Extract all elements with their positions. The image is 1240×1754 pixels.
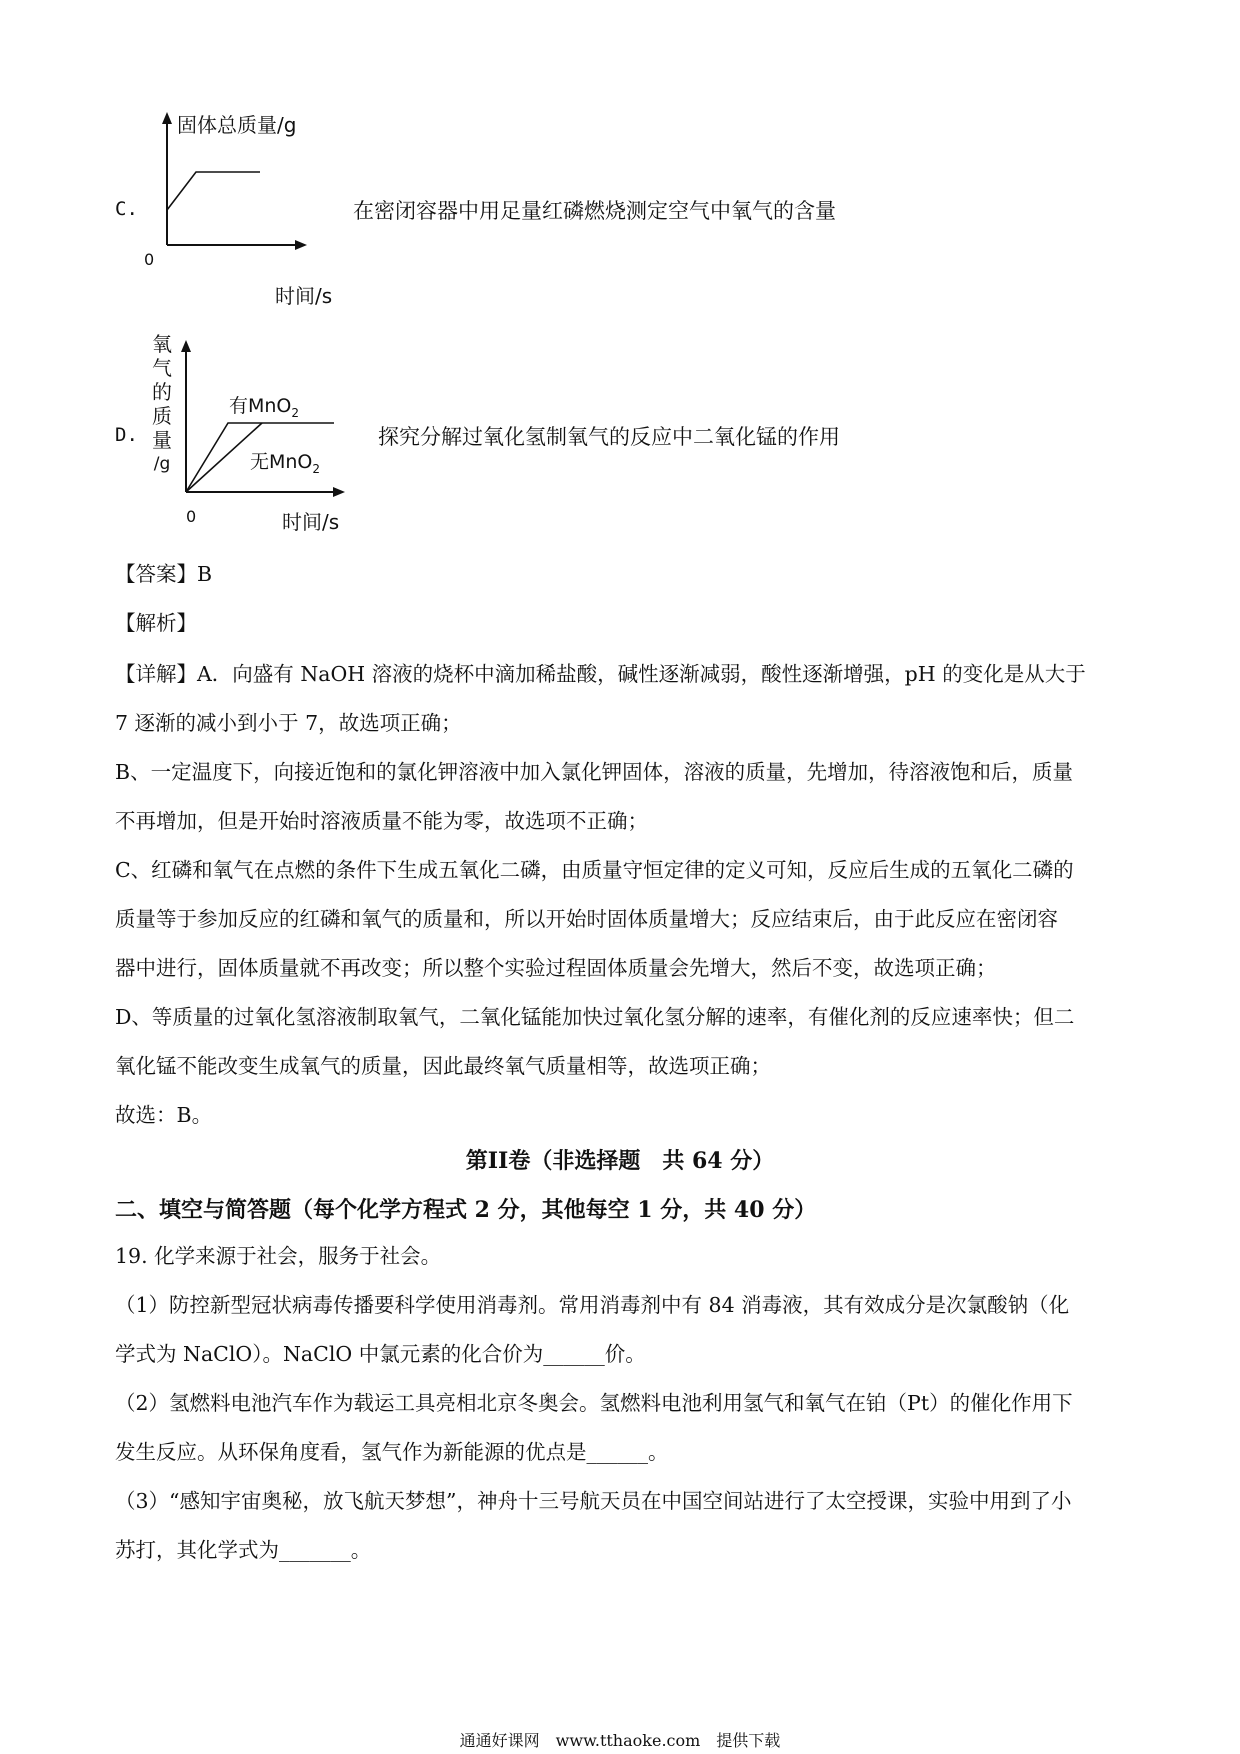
option-d-ylabel <box>150 332 174 476</box>
ylabel-char: /g <box>153 454 171 474</box>
q19-line: 19. 化学来源于社会，服务于社会。 <box>115 1244 442 1268</box>
analysis-tag: 【解析】 <box>115 611 197 635</box>
answer-tag: 【答案】 <box>115 562 197 586</box>
ylabel-char: 的 <box>152 380 172 404</box>
option-c-line <box>167 172 260 210</box>
q19-line: （2）氢燃料电池汽车作为载运工具亮相北京冬奥会。氢燃料电池利用氢气和氧气在铂（Pt）的催化作用下 <box>115 1391 1073 1415</box>
section-heading: 二、填空与简答题（每个化学方程式 2 分，其他每空 1 分，共 40 分） <box>115 1197 817 1223</box>
detail-paragraph <box>115 650 1130 1140</box>
answer-line <box>115 557 212 587</box>
detail-line: D、等质量的过氧化氢溶液制取氧气，二氧化锰能加快过氧化氢分解的速率，有催化剂的反应速率快；但二 <box>115 1005 1075 1029</box>
option-d-xlabel: 时间/s <box>282 510 340 534</box>
option-d-chart <box>176 334 376 538</box>
detail-line: 氧化锰不能改变生成氧气的质量，因此最终氧气质量相等，故选项正确； <box>115 1054 771 1078</box>
question-19 <box>115 1232 1130 1575</box>
q19-line: （3）“感知宇宙奥秘，放飞航天梦想”，神舟十三号航天员在中国空间站进行了太空授课，实验中用到了小 <box>115 1489 1072 1513</box>
q19-line: 苏打，其化学式为_______。 <box>115 1538 372 1562</box>
x-axis-arrow-icon <box>333 487 345 497</box>
svg-text:有MnO2 <box>229 395 299 420</box>
ylabel-char: 气 <box>152 356 172 380</box>
ylabel-char: 氧 <box>152 332 172 356</box>
series-with-subscript: 2 <box>291 406 300 420</box>
detail-line: 7 逐渐的减小到小于 7，故选项正确； <box>115 711 462 735</box>
option-d-description: 探究分解过氧化氢制氧气的反应中二氧化锰的作用 <box>378 425 840 449</box>
ylabel-char: 量 <box>152 428 172 452</box>
option-c-chart <box>140 108 340 282</box>
option-c-label: C. <box>115 198 138 220</box>
series-with-label: 有MnO <box>229 395 292 417</box>
detail-line: 故选：B。 <box>115 1103 213 1127</box>
detail-line: C、红磷和氧气在点燃的条件下生成五氧化二磷，由质量守恒定律的定义可知，反应后生成的五氧化二磷的 <box>115 858 1074 882</box>
q19-line: 学式为 NaClO）。NaClO 中氯元素的化合价为______价。 <box>115 1342 646 1366</box>
detail-line: 质量等于参加反应的红磷和氧气的质量和，所以开始时固体质量增大；反应结束后，由于此反应在密闭容 <box>115 907 1058 931</box>
series-without-label: 无MnO <box>250 451 313 473</box>
q19-line: 发生反应。从环保角度看，氢气作为新能源的优点是______。 <box>115 1440 669 1464</box>
detail-line: 不再增加，但是开始时溶液质量不能为零，故选项不正确； <box>115 809 648 833</box>
section-title: 第II卷（非选择题 共 64 分） <box>465 1148 775 1174</box>
series-without-subscript: 2 <box>312 462 321 476</box>
answer-value: B <box>197 562 213 586</box>
option-c-xlabel: 时间/s <box>275 284 333 308</box>
detail-line: 【详解】A．向盛有 NaOH 溶液的烧杯中滴加稀盐酸，碱性逐渐减弱，酸性逐渐增强，pH 的变化是从大于 <box>115 662 1086 686</box>
detail-line: 器中进行，固体质量就不再改变；所以整个实验过程固体质量会先增大，然后不变，故选项正确； <box>115 956 997 980</box>
svg-text:无MnO2 <box>250 451 320 476</box>
option-c-origin: 0 <box>144 250 155 269</box>
footer-text: 通通好课网 www.tthaoke.com 提供下载 <box>459 1731 781 1750</box>
option-d-origin: 0 <box>186 507 197 526</box>
option-c-description: 在密闭容器中用足量红磷燃烧测定空气中氧气的含量 <box>353 199 836 223</box>
option-d-label: D. <box>115 424 138 446</box>
detail-line: B、一定温度下，向接近饱和的氯化钾溶液中加入氯化钾固体，溶液的质量，先增加，待溶液饱和后，质量 <box>115 760 1074 784</box>
q19-line: （1）防控新型冠状病毒传播要科学使用消毒剂。常用消毒剂中有 84 消毒液，其有效成分是次氯酸钠（化 <box>115 1293 1070 1317</box>
ylabel-char: 质 <box>152 404 172 428</box>
x-axis-arrow-icon <box>295 240 307 250</box>
y-axis-arrow-icon <box>181 340 191 352</box>
option-c-ylabel: 固体总质量/g <box>177 113 297 137</box>
y-axis-arrow-icon <box>162 112 172 124</box>
